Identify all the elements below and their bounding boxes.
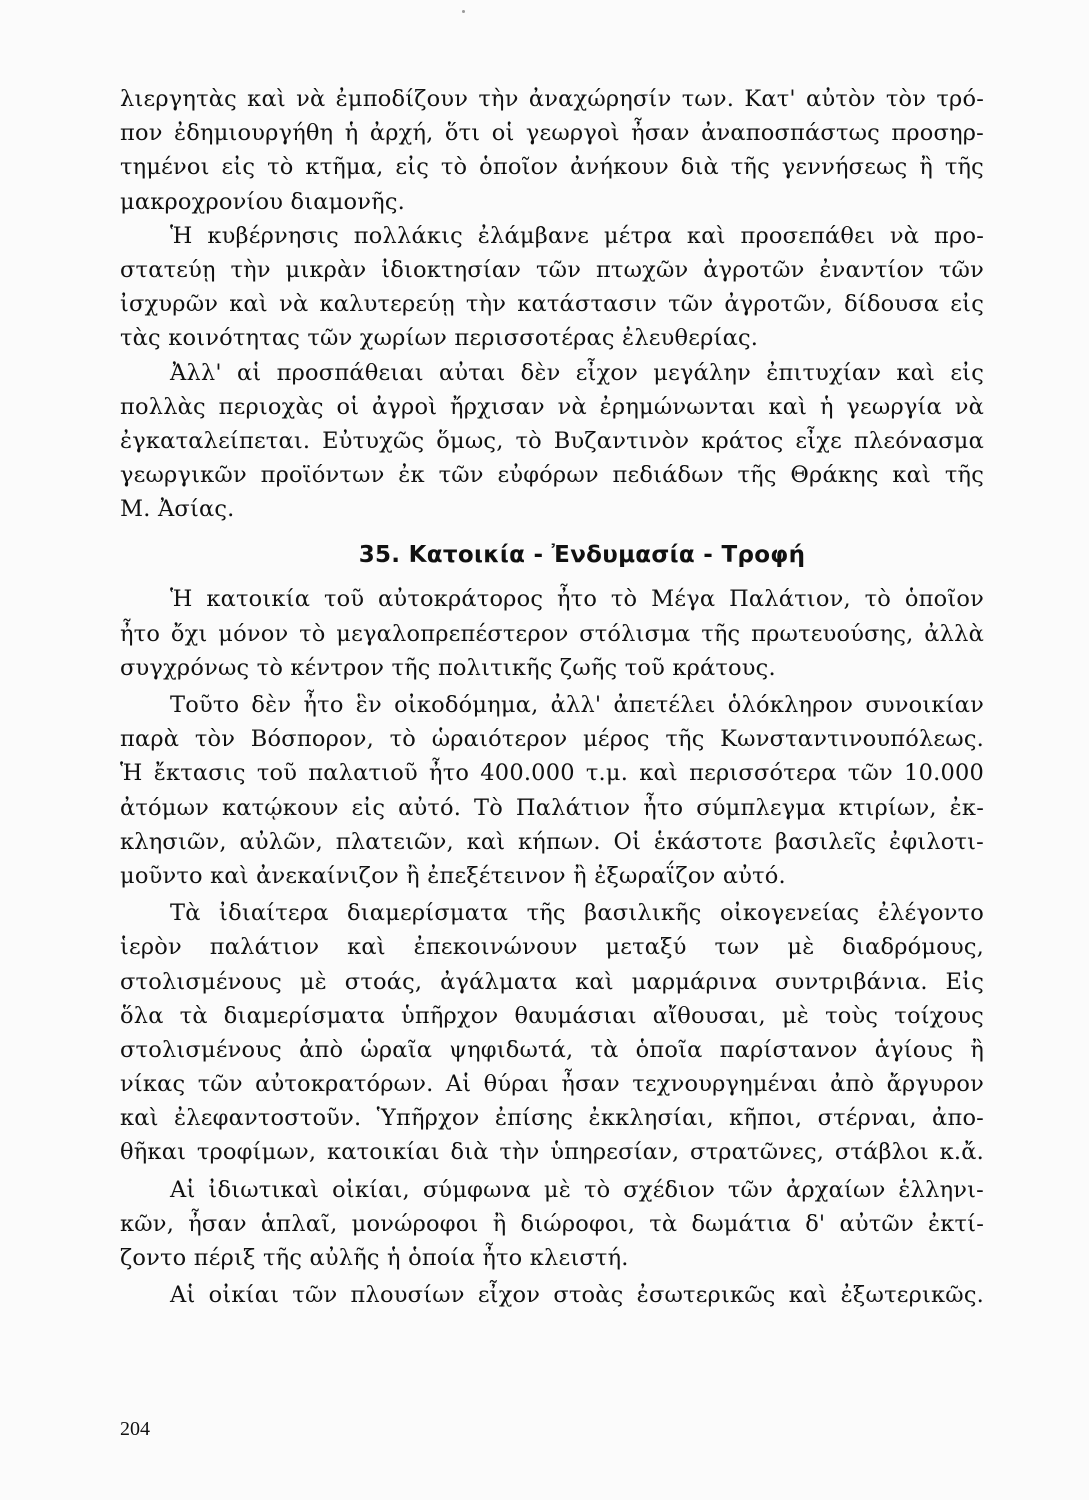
- text-line: Τοῦτο δὲν ἦτο ἓν οἰκοδόμημα, ἀλλ' ἀπετέλει ὁλόκληρον συνοικίαν: [170, 692, 984, 718]
- text-line: Ἡ ἔκτασις τοῦ παλατιοῦ ἦτο 400.000 τ.μ. καὶ περισσότερα τῶν 10.000: [120, 760, 984, 787]
- text-line: Τὰ ἰδιαίτερα διαμερίσματα τῆς βασιλικῆς οἰκογενείας ἐλέγοντο: [170, 900, 984, 927]
- text-line: Ἡ κατοικία τοῦ αὐτοκράτορος ἦτο τὸ Μέγα Παλάτιον, τὸ ὁποῖον: [170, 586, 984, 613]
- text-line: ζοντο πέριξ τῆς αὐλῆς ἡ ὁποία ἦτο κλειστή.: [120, 1245, 629, 1271]
- text-line: τὰς κοινότητας τῶν χωρίων περισσοτέρας ἐλευθερίας.: [120, 325, 759, 352]
- text-line: Αἱ οἰκίαι τῶν πλουσίων εἶχον στοὰς ἐσωτερικῶς καὶ ἐξωτερικῶς.: [170, 1282, 984, 1309]
- text-line: καὶ ἐλεφαντοστοῦν. Ὑπῆρχον ἐπίσης ἐκκλησίαι, κῆποι, στέρναι, ἀπο-: [120, 1105, 984, 1132]
- text-line: ἐγκαταλείπεται. Εὐτυχῶς ὅμως, τὸ Βυζαντινὸν κράτος εἶχε πλεόνασμα: [120, 427, 984, 454]
- text-line: μακροχρονίου διαμονῆς.: [120, 188, 405, 215]
- section-paragraph-5: [120, 1278, 984, 1312]
- section-heading: 35. Κατοικία - Ἐνδυμασία - Τροφή: [358, 542, 806, 569]
- section-paragraph-2: [120, 688, 984, 893]
- section-paragraph-3: [120, 896, 984, 1170]
- paragraph-3: [120, 356, 984, 527]
- text-line: γεωργικῶν προϊόντων ἐκ τῶν εὐφόρων πεδιάδων τῆς Θράκης καὶ τῆς: [120, 462, 984, 489]
- print-speck: [462, 10, 465, 13]
- text-line: Αἱ ἰδιωτικαὶ οἰκίαι, σύμφωνα μὲ τὸ σχέδιον τῶν ἀρχαίων ἑλληνι-: [170, 1176, 984, 1203]
- text-line: κῶν, ἦσαν ἁπλαῖ, μονώροφοι ἢ διώροφοι, τὰ δωμάτια δ' αὐτῶν ἐκτί-: [120, 1210, 984, 1237]
- text-line: πον ἐδημιουργήθη ἡ ἀρχή, ὅτι οἱ γεωργοὶ ἦσαν ἀναποσπάστως προσηρ-: [120, 120, 984, 147]
- text-line: Μ. Ἀσίας.: [120, 496, 235, 523]
- text-line: Ἀλλ' αἱ προσπάθειαι αὐται δὲν εἶχον μεγάλην ἐπιτυχίαν καὶ εἰς: [170, 359, 984, 386]
- text-body: [120, 82, 984, 1312]
- text-line: νίκας τῶν αὐτοκρατόρων. Αἱ θύραι ἦσαν τεχνουργημέναι ἀπὸ ἄργυρον: [120, 1071, 984, 1098]
- text-line: μοῦντο καὶ ἀνεκαίνιζον ἢ ἐπεξέτεινον ἢ ἐξωραΐζον αὐτό.: [120, 862, 786, 889]
- text-line: στολισμένους ἀπὸ ὡραῖα ψηφιδωτά, τὰ ὁποῖα παρίστανον ἁγίους ἢ: [120, 1036, 984, 1063]
- text-line: τημένοι εἰς τὸ κτῆμα, εἰς τὸ ὁποῖον ἀνήκουν διὰ τῆς γεννήσεως ἢ τῆς: [120, 154, 984, 181]
- paragraph-2: [120, 219, 984, 356]
- text-line: κλησιῶν, αὐλῶν, πλατειῶν, καὶ κήπων. Οἱ ἑκάστοτε βασιλεῖς ἐφιλοτι-: [120, 828, 984, 855]
- text-line: Ἡ κυβέρνησις πολλάκις ἐλάμβανε μέτρα καὶ προσεπάθει νὰ προ-: [170, 222, 984, 249]
- text-line: θῆκαι τροφίμων, κατοικίαι διὰ τὴν ὑπηρεσίαν, στρατῶνες, στάβλοι κ.ἄ.: [120, 1139, 984, 1166]
- section-paragraph-1: [120, 582, 984, 685]
- text-line: ἀτόμων κατῴκουν εἰς αὐτό. Τὸ Παλάτιον ἦτο σύμπλεγμα κτιρίων, ἐκ-: [120, 794, 984, 821]
- text-line: ὅλα τὰ διαμερίσματα ὑπῆρχον θαυμάσιαι αἴθουσαι, μὲ τοὺς τοίχους: [120, 1002, 984, 1029]
- text-line: ἱερὸν παλάτιον καὶ ἐπεκοινώνουν μεταξύ των μὲ διαδρόμους,: [120, 934, 984, 961]
- text-line: συγχρόνως τὸ κέντρον τῆς πολιτικῆς ζωῆς τοῦ κράτους.: [120, 654, 776, 681]
- text-line: ἦτο ὄχι μόνον τὸ μεγαλοπρεπέστερον στόλισμα τῆς πρωτευούσης, ἀλλὰ: [120, 620, 984, 647]
- text-line: ἰσχυρῶν καὶ νὰ καλυτερεύῃ τὴν κατάστασιν τῶν ἀγροτῶν, δίδουσα εἰς: [120, 291, 984, 318]
- text-line: στολισμένους μὲ στοάς, ἀγάλματα καὶ μαρμάρινα συντριβάνια. Εἰς: [120, 968, 984, 995]
- paragraph-1: [120, 82, 984, 219]
- text-line: παρὰ τὸν Βόσπορον, τὸ ὡραιότερον μέρος τῆς Κωνσταντινουπόλεως.: [120, 726, 984, 753]
- page-number: 204: [120, 1418, 150, 1440]
- text-line: πολλὰς περιοχὰς οἱ ἀγροὶ ἤρχισαν νὰ ἐρημώνωνται καὶ ἡ γεωργία νὰ: [120, 393, 984, 420]
- text-line: λιεργητὰς καὶ νὰ ἐμποδίζουν τὴν ἀναχώρησίν των. Κατ' αὐτὸν τὸν τρό-: [120, 86, 984, 112]
- text-line: στατεύῃ τὴν μικρὰν ἰδιοκτησίαν τῶν πτωχῶν ἀγροτῶν ἐναντίον τῶν: [120, 256, 984, 283]
- section-paragraph-4: [120, 1173, 984, 1276]
